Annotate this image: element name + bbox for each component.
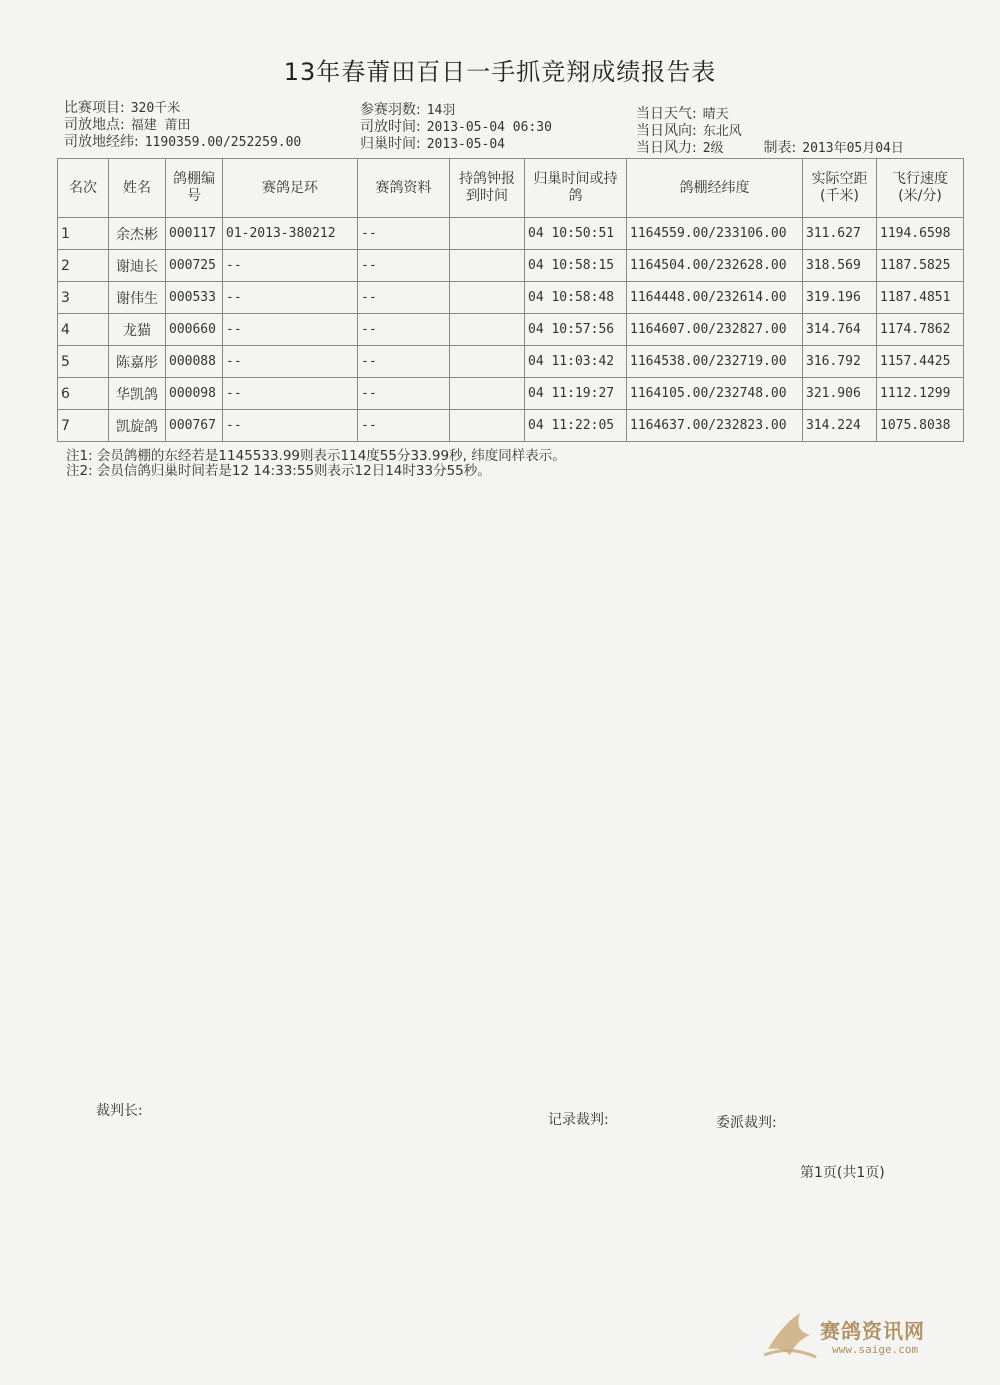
cell-distance: 318.569 bbox=[803, 250, 877, 282]
cell-pigeon-info: -- bbox=[358, 410, 450, 442]
cell-return-time: 04 11:19:27 bbox=[525, 378, 627, 410]
cell-loft-coords: 1164559.00/233106.00 bbox=[627, 218, 803, 250]
release-place-row: 司放地点: 福建 莆田 bbox=[64, 117, 191, 133]
page-number: 第1页(共1页) bbox=[800, 1165, 885, 1181]
table-row bbox=[58, 346, 964, 378]
info-middle bbox=[360, 102, 552, 153]
cell-pigeon-info: -- bbox=[358, 250, 450, 282]
entries-value: 14羽 bbox=[426, 103, 456, 118]
return-time-value: 2013-05-04 bbox=[426, 137, 505, 152]
cell-rank: 6 bbox=[58, 378, 109, 410]
made-date: 2013年05月04日 bbox=[802, 141, 904, 156]
cell-distance: 314.764 bbox=[803, 314, 877, 346]
cell-ring: -- bbox=[223, 378, 358, 410]
release-coords-value: 1190359.00/252259.00 bbox=[144, 135, 302, 150]
cell-pigeon-info: -- bbox=[358, 346, 450, 378]
cell-ring: -- bbox=[223, 250, 358, 282]
info-left bbox=[64, 100, 301, 151]
pigeon-logo-icon bbox=[760, 1305, 820, 1365]
delegate-referee-label: 委派裁判: bbox=[716, 1115, 777, 1131]
cell-ring: -- bbox=[223, 314, 358, 346]
weather-value: 晴天 bbox=[702, 107, 729, 122]
col-speed: 飞行速度(米/分) bbox=[877, 159, 964, 218]
cell-loft-id: 000660 bbox=[166, 314, 223, 346]
cell-loft-id: 000533 bbox=[166, 282, 223, 314]
table-row bbox=[58, 314, 964, 346]
report-title: 13年春莆田百日一手抓竞翔成绩报告表 bbox=[283, 58, 717, 86]
cell-rank: 2 bbox=[58, 250, 109, 282]
cell-name: 凯旋鸽 bbox=[109, 410, 166, 442]
cell-pigeon-info: -- bbox=[358, 314, 450, 346]
cell-clock-time bbox=[450, 410, 525, 442]
cell-name: 余杰彬 bbox=[109, 218, 166, 250]
table-row bbox=[58, 410, 964, 442]
wind-force-row: 当日风力: 2级 制表: 2013年05月04日 bbox=[636, 140, 904, 156]
cell-rank: 7 bbox=[58, 410, 109, 442]
return-time-row: 归巢时间: 2013-05-04 bbox=[360, 136, 505, 152]
cell-loft-id: 000088 bbox=[166, 346, 223, 378]
cell-clock-time bbox=[450, 282, 525, 314]
cell-ring: 01-2013-380212 bbox=[223, 218, 358, 250]
cell-speed: 1187.5825 bbox=[877, 250, 964, 282]
cell-rank: 4 bbox=[58, 314, 109, 346]
col-return-time: 归巢时间或持鸽 bbox=[525, 159, 627, 218]
cell-distance: 314.224 bbox=[803, 410, 877, 442]
cell-speed: 1157.4425 bbox=[877, 346, 964, 378]
col-loft-id: 鸽棚编号 bbox=[166, 159, 223, 218]
cell-return-time: 04 10:58:48 bbox=[525, 282, 627, 314]
event-value: 320千米 bbox=[130, 101, 181, 116]
cell-ring: -- bbox=[223, 410, 358, 442]
col-ring: 赛鸽足环 bbox=[223, 159, 358, 218]
cell-clock-time bbox=[450, 346, 525, 378]
entries-row: 参赛羽数: 14羽 bbox=[360, 102, 456, 118]
cell-return-time: 04 10:57:56 bbox=[525, 314, 627, 346]
cell-loft-id: 000767 bbox=[166, 410, 223, 442]
cell-name: 谢迪长 bbox=[109, 250, 166, 282]
cell-clock-time bbox=[450, 314, 525, 346]
cell-pigeon-info: -- bbox=[358, 378, 450, 410]
cell-speed: 1194.6598 bbox=[877, 218, 964, 250]
cell-distance: 319.196 bbox=[803, 282, 877, 314]
table-row bbox=[58, 218, 964, 250]
cell-rank: 1 bbox=[58, 218, 109, 250]
cell-speed: 1112.1299 bbox=[877, 378, 964, 410]
cell-loft-coords: 1164538.00/232719.00 bbox=[627, 346, 803, 378]
cell-loft-id: 000117 bbox=[166, 218, 223, 250]
cell-loft-coords: 1164504.00/232628.00 bbox=[627, 250, 803, 282]
cell-loft-coords: 1164607.00/232827.00 bbox=[627, 314, 803, 346]
cell-name: 谢伟生 bbox=[109, 282, 166, 314]
col-clock-time: 持鸽钟报到时间 bbox=[450, 159, 525, 218]
cell-loft-coords: 1164637.00/232823.00 bbox=[627, 410, 803, 442]
info-right bbox=[636, 106, 904, 157]
wind-force-value: 2级 bbox=[702, 141, 724, 156]
cell-pigeon-info: -- bbox=[358, 282, 450, 314]
cell-speed: 1187.4851 bbox=[877, 282, 964, 314]
cell-ring: -- bbox=[223, 346, 358, 378]
cell-loft-coords: 1164105.00/232748.00 bbox=[627, 378, 803, 410]
cell-speed: 1174.7862 bbox=[877, 314, 964, 346]
cell-clock-time bbox=[450, 250, 525, 282]
col-rank: 名次 bbox=[58, 159, 109, 218]
notes bbox=[66, 449, 566, 479]
cell-loft-id: 000725 bbox=[166, 250, 223, 282]
note-2: 注2: 会员信鸽归巢时间若是12 14:33:55则表示12日14时33分55秒。 bbox=[66, 463, 491, 479]
cell-name: 华凯鸽 bbox=[109, 378, 166, 410]
release-time-value: 2013-05-04 06:30 bbox=[426, 120, 552, 135]
note-1: 注1: 会员鸽棚的东经若是1145533.99则表示114度55分33.99秒, 纬度同样表示。 bbox=[66, 448, 566, 464]
cell-return-time: 04 10:50:51 bbox=[525, 218, 627, 250]
cell-ring: -- bbox=[223, 282, 358, 314]
table-row bbox=[58, 250, 964, 282]
cell-distance: 316.792 bbox=[803, 346, 877, 378]
col-pigeon-info: 赛鸽资料 bbox=[358, 159, 450, 218]
release-coords-row: 司放地经纬: 1190359.00/252259.00 bbox=[64, 134, 302, 150]
weather-row: 当日天气: 晴天 bbox=[636, 106, 729, 122]
watermark-url: www.saige.com bbox=[832, 1343, 919, 1356]
cell-distance: 311.627 bbox=[803, 218, 877, 250]
cell-return-time: 04 11:03:42 bbox=[525, 346, 627, 378]
table-row bbox=[58, 282, 964, 314]
cell-rank: 5 bbox=[58, 346, 109, 378]
cell-name: 陈嘉彤 bbox=[109, 346, 166, 378]
table-header-row bbox=[58, 159, 964, 218]
cell-clock-time bbox=[450, 218, 525, 250]
event-row: 比赛项目: 320千米 bbox=[64, 100, 181, 116]
cell-pigeon-info: -- bbox=[358, 218, 450, 250]
cell-loft-id: 000098 bbox=[166, 378, 223, 410]
cell-speed: 1075.8038 bbox=[877, 410, 964, 442]
release-place-value: 福建 莆田 bbox=[130, 118, 191, 133]
cell-loft-coords: 1164448.00/232614.00 bbox=[627, 282, 803, 314]
cell-clock-time bbox=[450, 378, 525, 410]
cell-distance: 321.906 bbox=[803, 378, 877, 410]
cell-return-time: 04 11:22:05 bbox=[525, 410, 627, 442]
release-time-row: 司放时间: 2013-05-04 06:30 bbox=[360, 119, 552, 135]
cell-rank: 3 bbox=[58, 282, 109, 314]
results-table bbox=[57, 158, 964, 442]
col-loft-coords: 鸽棚经纬度 bbox=[627, 159, 803, 218]
table-row bbox=[58, 378, 964, 410]
cell-name: 龙猫 bbox=[109, 314, 166, 346]
cell-return-time: 04 10:58:15 bbox=[525, 250, 627, 282]
wind-dir-row: 当日风向: 东北风 bbox=[636, 123, 742, 139]
watermark bbox=[760, 1305, 980, 1365]
col-name: 姓名 bbox=[109, 159, 166, 218]
made-label: 制表: bbox=[763, 140, 797, 156]
col-distance: 实际空距(千米) bbox=[803, 159, 877, 218]
recorder-referee-label: 记录裁判: bbox=[548, 1112, 609, 1128]
chief-referee-label: 裁判长: bbox=[96, 1103, 143, 1119]
watermark-name: 赛鸽资讯网 bbox=[820, 1319, 925, 1343]
wind-dir-value: 东北风 bbox=[702, 124, 742, 139]
